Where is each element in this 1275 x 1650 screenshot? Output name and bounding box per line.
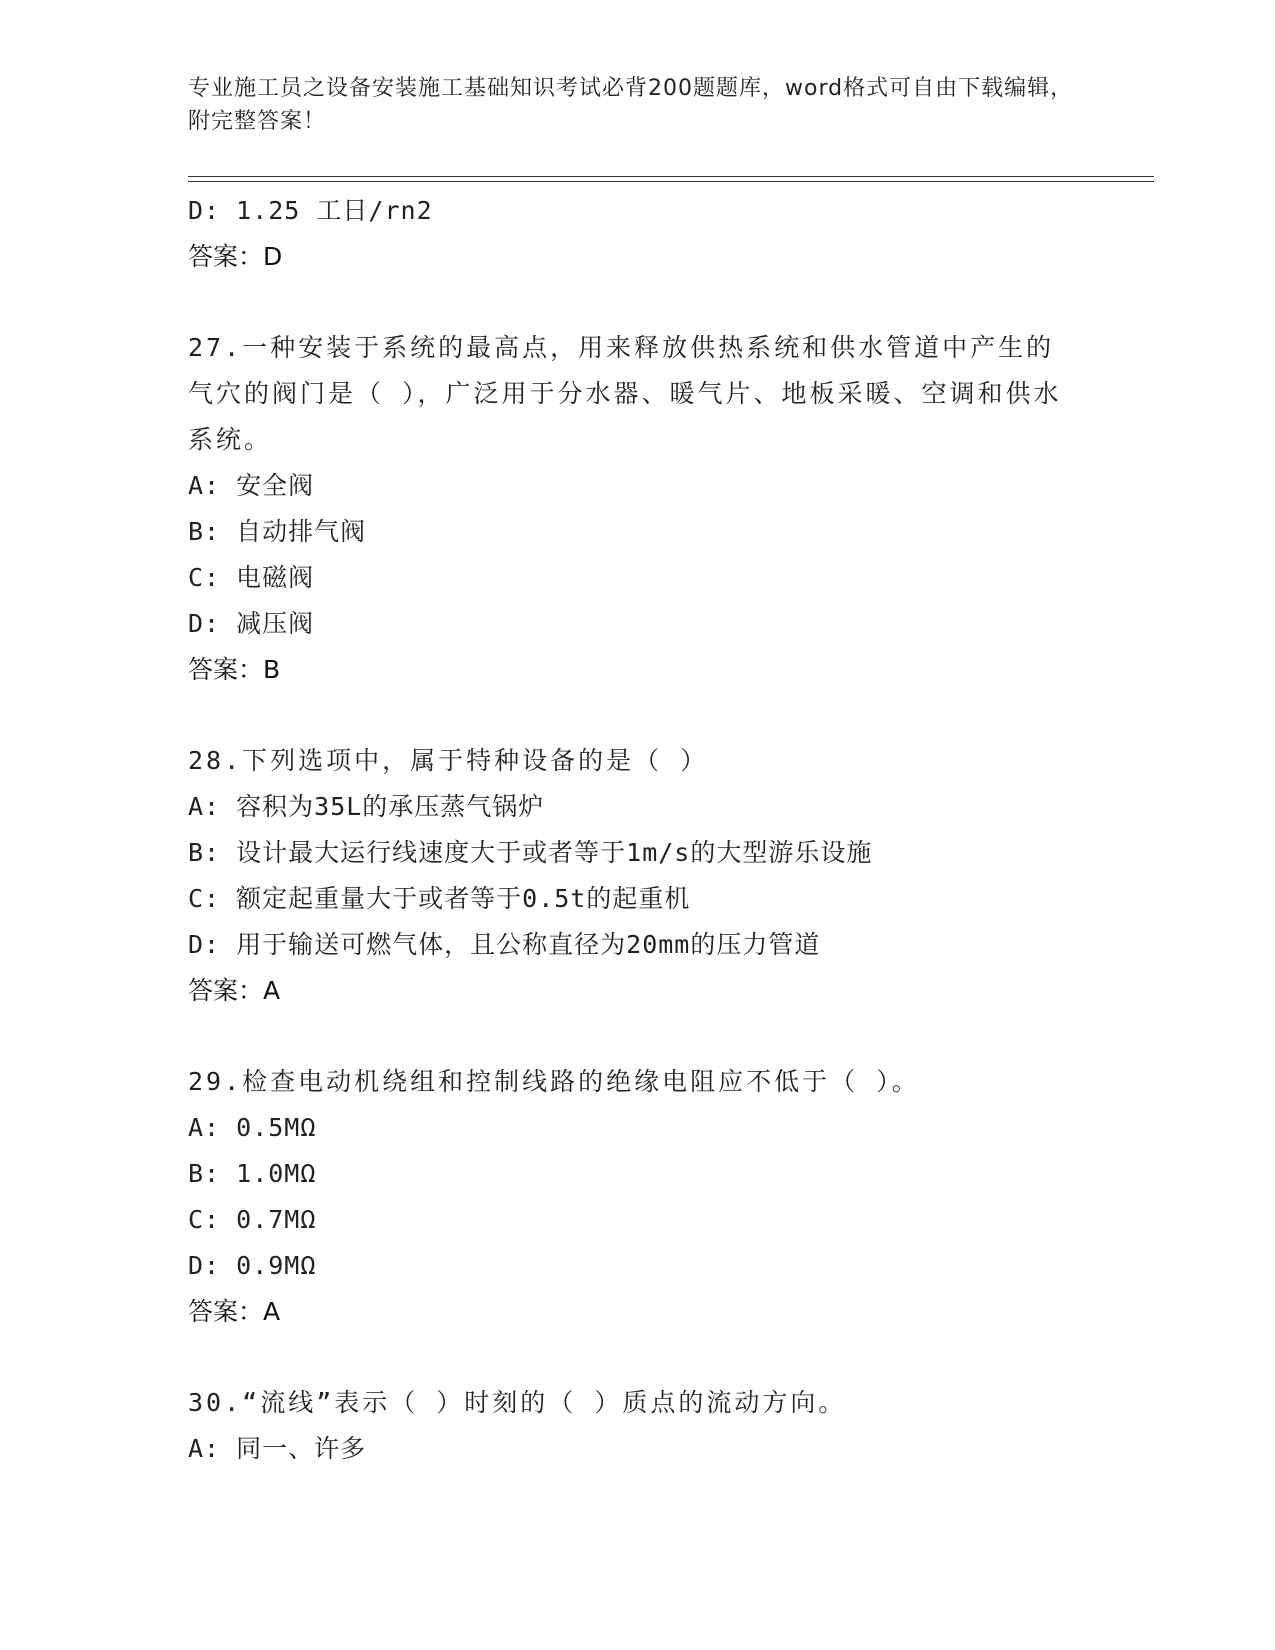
question-stem: 27.一种安装于系统的最高点，用来释放供热系统和供水管道中产生的气穴的阀门是（ ），广泛用于分水器、暖气片、地板采暖、空调和供水系统。 [188, 333, 1062, 454]
option-d: D: 用于输送可燃气体，且公称直径为20mm的压力管道 [188, 930, 821, 959]
question-stem: 30.“流线”表示（ ）时刻的（ ）质点的流动方向。 [188, 1388, 847, 1417]
spacer [188, 693, 1148, 738]
answer-line: 答案：D [188, 242, 283, 271]
option-c: C: 额定起重量大于或者等于0.5t的起重机 [188, 884, 691, 913]
spacer [188, 280, 1148, 325]
option-c: C: 0.7MΩ [188, 1205, 317, 1234]
option-d: D: 减压阀 [188, 609, 315, 638]
question-block [188, 738, 1148, 1014]
answer-line: 答案：A [188, 1297, 281, 1326]
header-rule-top [188, 176, 1154, 177]
option-a: A: 安全阀 [188, 471, 315, 500]
document-header: 专业施工员之设备安装施工基础知识考试必背200题题库，word格式可自由下载编辑，附完整答案！ [188, 76, 1074, 134]
question-list [188, 188, 1148, 1472]
spacer [188, 1335, 1148, 1380]
question-block [188, 1380, 1148, 1472]
question-stem: 28.下列选项中，属于特种设备的是（ ） [188, 746, 709, 775]
option-c: C: 电磁阀 [188, 563, 315, 592]
option-a: A: 同一、许多 [188, 1434, 367, 1463]
option-b: B: 设计最大运行线速度大于或者等于1m/s的大型游乐设施 [188, 838, 873, 867]
answer-line: 答案：B [188, 655, 281, 684]
question-block [188, 325, 1148, 693]
option-b: B: 1.0MΩ [188, 1159, 317, 1188]
option-a: A: 0.5MΩ [188, 1113, 317, 1142]
question-stem: 29.检查电动机绕组和控制线路的绝缘电阻应不低于（ ）。 [188, 1067, 920, 1096]
option-a: A: 容积为35L的承压蒸气锅炉 [188, 792, 545, 821]
option-d: D: 0.9MΩ [188, 1251, 317, 1280]
header-rule-bottom [188, 181, 1154, 182]
option-b: B: 自动排气阀 [188, 517, 367, 546]
answer-line: 答案：A [188, 976, 281, 1005]
option-d: D: 1.25 工日/rn2 [188, 196, 433, 225]
question-block [188, 1059, 1148, 1335]
spacer [188, 1014, 1148, 1059]
